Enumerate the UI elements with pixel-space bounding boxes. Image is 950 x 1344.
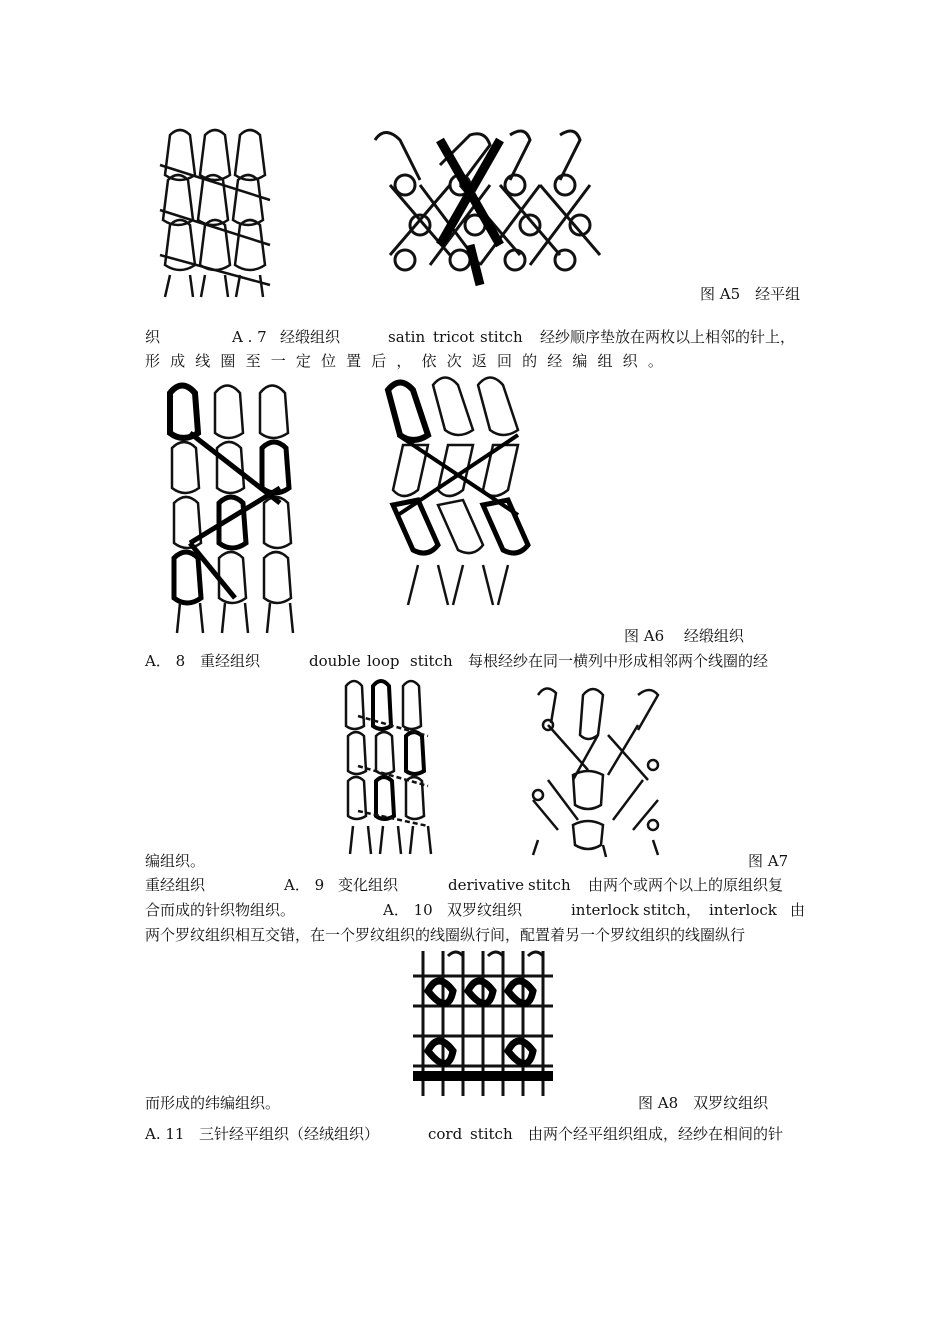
figure-a8 [408, 946, 558, 1106]
a9-term: 变化组织 [338, 876, 399, 894]
a7-term: 经缎组织 [280, 328, 341, 346]
a7-english-2: tricot [433, 328, 475, 346]
a7-line2-char: 返 [471, 352, 487, 370]
a8-number: A． 8 [145, 652, 186, 670]
a7-line2-char: 次 [446, 352, 462, 370]
a7-line2-char: 线 [195, 352, 211, 370]
a7-line2-char: 组 [597, 352, 613, 370]
a7-line2-char: 一 [270, 352, 286, 370]
a9-english-1: derivative [448, 876, 525, 894]
a11-term: 三针经平组织（经绒组织） [199, 1125, 380, 1143]
caption-a6: 图 A6 经缎组织 [624, 627, 744, 645]
figure-a7-right [518, 680, 673, 860]
a7-line2 [145, 351, 663, 371]
a9-number: A． 9 [284, 876, 325, 894]
a7-description: 经纱顺序垫放在两枚以上相邻的针上， [540, 328, 796, 346]
a9-description: 由两个或两个以上的原组织复 [588, 876, 784, 894]
a10-term: 双罗纹组织 [447, 901, 523, 919]
figure-a6-left [160, 378, 305, 640]
a11-english-2: stitch [470, 1125, 513, 1143]
figure-a5-right [360, 125, 625, 290]
figure-a7-left [338, 676, 450, 861]
a9-line2: 合而成的针织物组织。 [145, 901, 296, 919]
a10-comma: ， [686, 901, 702, 919]
a7-line2-char: 成 [170, 352, 186, 370]
a7-line2-char: 。 [647, 352, 663, 370]
a7-line2-char: 至 [245, 352, 261, 370]
a7-line2-char: 形 [145, 352, 161, 370]
a10-number: A． 10 [383, 901, 433, 919]
a7-line2-char: 后 [371, 352, 387, 370]
a9-english-2: stitch [528, 876, 571, 894]
a7-line2-char: 圈 [220, 352, 236, 370]
figure-a6-right [378, 375, 538, 637]
a10-english-1: interlock [571, 901, 639, 919]
a7-line2-char: 置 [346, 352, 362, 370]
a7-line2-char: 回 [496, 352, 512, 370]
a7-line2-char: 编 [572, 352, 588, 370]
a10-description-start: 由 [790, 901, 806, 919]
a11-number: A. 11 [145, 1125, 185, 1143]
a11-english-1: cord [428, 1125, 463, 1143]
a7-line2-char: 位 [320, 352, 336, 370]
a7-english-1: satin [388, 328, 426, 346]
a7-line2-char: 依 [421, 352, 437, 370]
caption-a8: 图 A8 双罗纹组织 [638, 1094, 769, 1112]
a11-description: 由两个经平组织组成，经纱在相间的针 [528, 1125, 784, 1143]
a7-line2-char: 经 [547, 352, 563, 370]
figure-a5-left [150, 125, 285, 300]
a7-line2-char: 定 [295, 352, 311, 370]
a8-line2: 编组织。 [145, 852, 206, 870]
caption-a5: 图 A5 经平组 [700, 285, 801, 303]
a8-term: 重经组织 [200, 652, 261, 670]
a8-english-2: loop [367, 652, 400, 670]
caption-a7: 图 A7 [748, 852, 789, 870]
a10-line3: 而形成的纬编组织。 [145, 1094, 281, 1112]
a8-description: 每根经纱在同一横列中形成相邻两个线圈的经 [468, 652, 769, 670]
a7-english-3: stitch [480, 328, 523, 346]
a7-line2-char: 织 [622, 352, 638, 370]
a8-english-1: double [309, 652, 361, 670]
a10-english-3: interlock [709, 901, 777, 919]
a7-line1-start: 织 [145, 328, 161, 346]
a7-line2-char: 的 [522, 352, 538, 370]
a10-english-2: stitch [643, 901, 686, 919]
a10-line2: 两个罗纹组织相互交错，在一个罗纹组织的线圈纵行间，配置着另一个罗纹组织的线圈纵行 [145, 926, 746, 944]
a7-number: A . 7 [232, 328, 267, 346]
a7-line2-char: ， [396, 352, 412, 370]
a8-english-3: stitch [410, 652, 453, 670]
a9-line1-start: 重经组织 [145, 876, 206, 894]
